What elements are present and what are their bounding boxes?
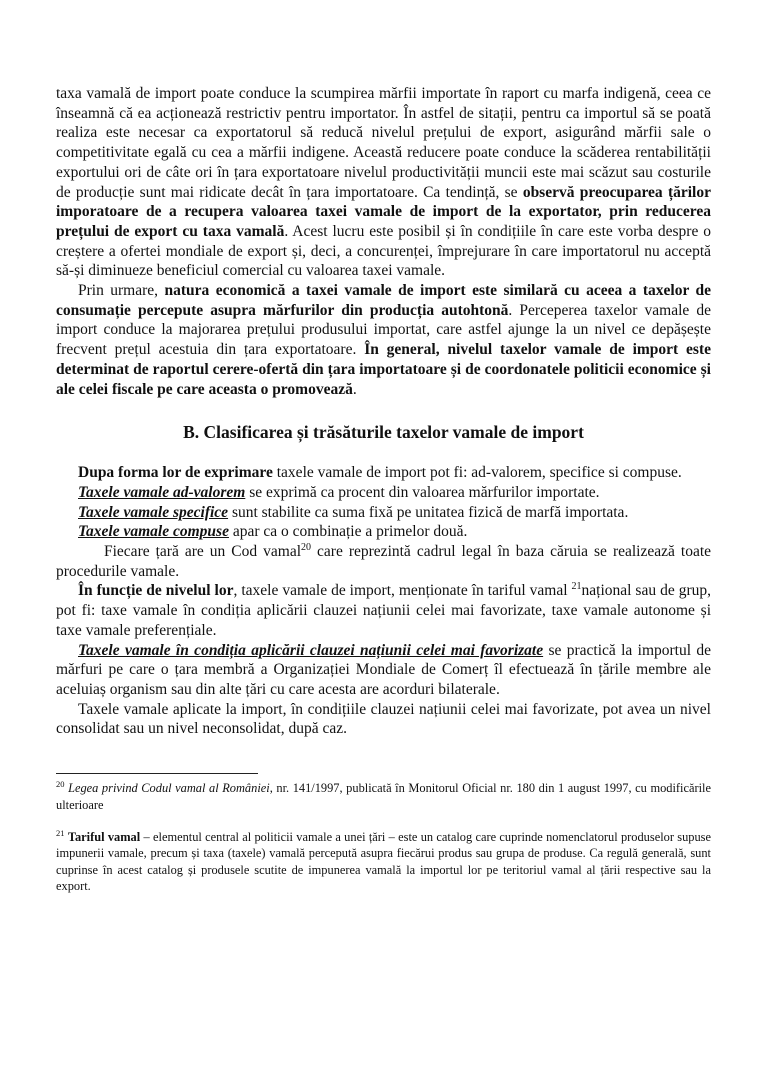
term: Taxele vamale ad-valorem — [78, 483, 246, 501]
footnote-separator — [56, 773, 258, 774]
term: Taxele vamale în condiția aplicării clauzei națiunii celei mai favorizate — [78, 641, 544, 659]
emphasis: Dupa forma lor de exprimare — [78, 464, 273, 482]
list-item-compuse: Taxele vamale compuse apar ca o combinație a primelor două. — [78, 523, 468, 541]
document-page — [56, 84, 711, 895]
emphasis: observă preocuparea țărilor imporatoare de a recupera valoarea taxei vamale de import de la exportator, prin reducerea prețului de export cu taxa vamală — [56, 183, 711, 240]
term: Taxele vamale specifice — [78, 503, 229, 521]
emphasis: În funcție de nivelul lor — [78, 582, 234, 600]
footnote-term: Tariful vamal — [67, 829, 141, 844]
list-item-ad-valorem: Taxele vamale ad-valorem se exprimă ca procent din valoarea mărfurilor importate. — [78, 483, 600, 501]
paragraph-1: taxa vamală de import poate conduce la scumpirea mărfii importate în raport cu marfa indigenă, ceea ce înseamnă că ea acționează restrictiv pentru importator. În astfel de sitații, pentru ca importul să se poată realiza este necesar ca exportatorul să reducă nivelul prețului de export, asigurând mărfii sale o competitivitate egală cu cea a mărfii indigene. Această reducere poate conduce la scăderea rentabilității exportului ori de câte ori în țara exportatoare nivelul productivității muncii este mai scăzut sau costurile de producție sunt mai ridicate decât în țara importatoare. Ca tendință, se observă preocuparea țărilor imporatoare de a recupera valoarea taxei vamale de import de la exportator, prin reducerea prețului de export cu taxa vamală. Acest lucru este posibil și în condițiile în care este vorba despre o creștere a ofertei mondiale de export și, deci, a concurenței, împrejurare în care importatorul nu acceptă să-și diminueze beneficiul comercial cu valoarea taxei vamale. — [56, 85, 712, 280]
paragraph-3: Dupa forma lor de exprimare taxele vamale de import pot fi: ad-valorem, specifice si compuse. — [78, 464, 682, 482]
emphasis: În general, nivelul taxelor vamale de import este determinat de raportul cerere-ofertă din țara importatoare și de coordonatele politicii economice și ale celei fiscale pe care aceasta o promovează — [56, 341, 712, 398]
list-item-specifice: Taxele vamale specifice sunt stabilite ca suma fixă pe unitatea fizică de marfă importata. — [78, 503, 629, 521]
paragraph-6: Taxele vamale în condiția aplicării clauzei națiunii celei mai favorizate se practică la importul de mărfuri pe care o țara membră a Organizației Mondiale de Comerț îl efectuează în țările membre ale aceluiaș organism sau din alte țări cu care acesta are acorduri bilaterale. — [56, 641, 711, 698]
paragraph-5: În funcție de nivelul lor, taxele vamale de import, menționate în tariful vamal $^{21}$național sau de grup, pot fi: taxe vamale în condiția aplicării clauzei națiunii celei mai favorizate, taxe vamale autonome și taxe vamale preferențiale. — [56, 581, 711, 639]
paragraph-2: Prin urmare, natura economică a taxei vamale de import este similară cu aceea a taxelor de consumație percepute asupra mărfurilor din producția autohtonă. Perceperea taxelor vamale de import conduce la majorarea prețului produsului importat, care astfel ajunge la un nivel ce depășește frecvent prețul acestuia din țara exportatoare. În general, nivelul taxelor vamale de import este determinat de raportul cerere-ofertă din țara importatoare și de coordonatele politicii economice și ale celei fiscale pe care aceasta o promovează. — [56, 282, 712, 398]
citation-title: Legea privind Codul vamal al României — [68, 781, 270, 796]
footnote-ref-21: 21 — [571, 581, 582, 593]
emphasis: natura economică a taxei vamale de import este similară cu aceea a taxelor de consumație percepute asupra mărfurilor din producția autohtonă — [56, 282, 711, 319]
footnote-20: $^{20}$ Legea privind Codul vamal al României, nr. 141/1997, publicată în Monitorul Oficial nr. 180 din 1 august 1997, cu modificările ulterioare — [56, 778, 711, 812]
section-heading: B. Clasificarea și trăsăturile taxelor vamale de import — [183, 422, 584, 443]
footnote-21: $^{21}$ Tariful vamal – elementul central al politicii vamale a unei țări – este un catalog care cuprinde nomenclatorul produselor supuse impunerii vamale, precum și taxa (taxele) vamală percepută asupra fiecărui produs sau grupa de produse. Ca regulă generală, sunt cuprinse în acest catalog și produsele scutite de impunerea vamală la importul lor pe teritoriul vamal al țării respective sau la export. — [56, 827, 711, 894]
term: Taxele vamale compuse — [78, 523, 229, 541]
footnote-ref-20: 20 — [301, 541, 312, 553]
paragraph-4: Fiecare țară are un Cod vamal$^{20}$ care reprezintă cadrul legal în baza căruia se realizează toate procedurile vamale. — [56, 541, 712, 580]
paragraph-7: Taxele vamale aplicate la import, în condițiile clauzei națiunii celei mai favorizate, pot avea un nivel consolidat sau un nivel neconsolidat, după caz. — [56, 700, 711, 738]
